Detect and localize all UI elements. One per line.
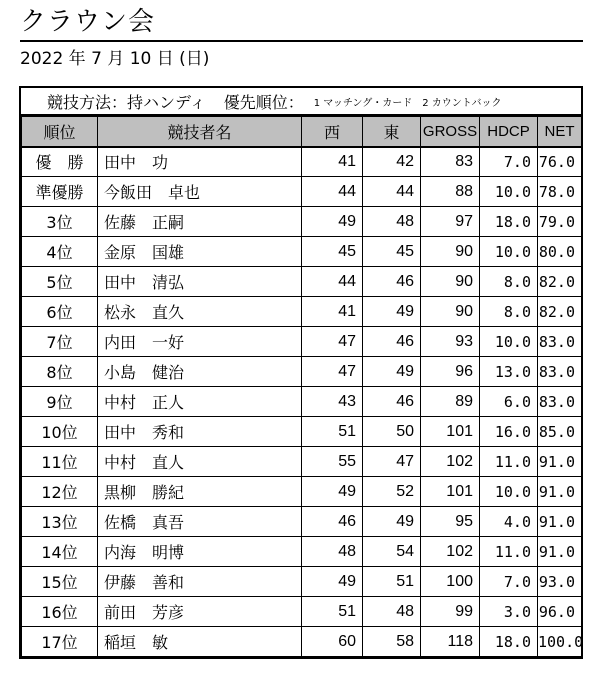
cell-hdcp: 10.0 (480, 237, 538, 267)
cell-gross: 97 (421, 207, 480, 237)
results-table-container (19, 86, 583, 659)
cell-east-score: 45 (363, 237, 421, 267)
cell-west-score: 41 (302, 297, 363, 327)
table-row (22, 387, 582, 417)
cell-gross: 90 (421, 237, 480, 267)
cell-east-score: 49 (363, 357, 421, 387)
cell-rank: 14位 (22, 537, 98, 567)
cell-east-score: 42 (363, 147, 421, 177)
cell-west-score: 60 (302, 627, 363, 657)
cell-net: 83.0 (538, 327, 582, 357)
header-rank: 順位 (22, 117, 98, 147)
cell-east-score: 47 (363, 447, 421, 477)
cell-west-score: 48 (302, 537, 363, 567)
cell-player-name: 稲垣 敏 (98, 627, 302, 657)
cell-west-score: 44 (302, 267, 363, 297)
table-row (22, 417, 582, 447)
cell-player-name: 伊藤 善和 (98, 567, 302, 597)
cell-hdcp: 18.0 (480, 627, 538, 657)
table-row (22, 567, 582, 597)
cell-player-name: 小島 健治 (98, 357, 302, 387)
table-row (22, 147, 582, 177)
cell-net: 93.0 (538, 567, 582, 597)
cell-west-score: 47 (302, 327, 363, 357)
cell-west-score: 44 (302, 177, 363, 207)
table-row (22, 207, 582, 237)
method-label: 競技方法： (47, 92, 128, 112)
cell-net: 76.0 (538, 147, 582, 177)
priority-label: 優先順位： (223, 92, 304, 112)
cell-player-name: 田中 功 (98, 147, 302, 177)
cell-net: 91.0 (538, 447, 582, 477)
cell-net: 82.0 (538, 267, 582, 297)
priority-note: 1 マッチング・カード 2 カウントバック (313, 97, 502, 109)
table-row (22, 237, 582, 267)
cell-net: 91.0 (538, 477, 582, 507)
header-east: 東 (363, 117, 421, 147)
cell-rank: 準優勝 (22, 177, 98, 207)
cell-player-name: 前田 芳彦 (98, 597, 302, 627)
cell-net: 91.0 (538, 507, 582, 537)
cell-west-score: 49 (302, 477, 363, 507)
cell-rank: 15位 (22, 567, 98, 597)
cell-net: 85.0 (538, 417, 582, 447)
cell-rank: 16位 (22, 597, 98, 627)
cell-player-name: 田中 清弘 (98, 267, 302, 297)
cell-east-score: 46 (363, 327, 421, 357)
cell-gross: 95 (421, 507, 480, 537)
cell-gross: 101 (421, 477, 480, 507)
cell-net: 82.0 (538, 297, 582, 327)
cell-hdcp: 8.0 (480, 267, 538, 297)
cell-gross: 83 (421, 147, 480, 177)
cell-gross: 100 (421, 567, 480, 597)
cell-west-score: 45 (302, 237, 363, 267)
cell-hdcp: 13.0 (480, 357, 538, 387)
cell-gross: 102 (421, 537, 480, 567)
event-date: 2022 年 7 月 10 日 (日) (20, 49, 210, 69)
table-row (22, 627, 582, 657)
header-west: 西 (302, 117, 363, 147)
cell-east-score: 46 (363, 267, 421, 297)
cell-player-name: 松永 直久 (98, 297, 302, 327)
cell-gross: 118 (421, 627, 480, 657)
cell-rank: 12位 (22, 477, 98, 507)
cell-hdcp: 18.0 (480, 207, 538, 237)
table-row (22, 267, 582, 297)
cell-net: 80.0 (538, 237, 582, 267)
cell-hdcp: 10.0 (480, 177, 538, 207)
table-row (22, 177, 582, 207)
cell-west-score: 49 (302, 567, 363, 597)
cell-hdcp: 4.0 (480, 507, 538, 537)
cell-player-name: 中村 直人 (98, 447, 302, 477)
cell-east-score: 44 (363, 177, 421, 207)
cell-east-score: 52 (363, 477, 421, 507)
table-row (22, 297, 582, 327)
table-row (22, 597, 582, 627)
header-name: 競技者名 (98, 117, 302, 147)
table-row (22, 447, 582, 477)
cell-hdcp: 3.0 (480, 597, 538, 627)
cell-east-score: 46 (363, 387, 421, 417)
cell-player-name: 田中 秀和 (98, 417, 302, 447)
table-row (22, 537, 582, 567)
cell-hdcp: 7.0 (480, 147, 538, 177)
cell-hdcp: 10.0 (480, 477, 538, 507)
cell-net: 78.0 (538, 177, 582, 207)
cell-east-score: 49 (363, 507, 421, 537)
cell-east-score: 51 (363, 567, 421, 597)
cell-hdcp: 6.0 (480, 387, 538, 417)
cell-west-score: 55 (302, 447, 363, 477)
cell-rank: 7位 (22, 327, 98, 357)
table-row (22, 507, 582, 537)
cell-player-name: 金原 国雄 (98, 237, 302, 267)
cell-player-name: 佐橋 真吾 (98, 507, 302, 537)
cell-rank: 3位 (22, 207, 98, 237)
cell-player-name: 内田 一好 (98, 327, 302, 357)
cell-net: 100.0 (538, 627, 582, 657)
cell-rank: 10位 (22, 417, 98, 447)
cell-rank: 5位 (22, 267, 98, 297)
cell-west-score: 51 (302, 417, 363, 447)
cell-west-score: 49 (302, 207, 363, 237)
cell-hdcp: 8.0 (480, 297, 538, 327)
cell-gross: 102 (421, 447, 480, 477)
cell-east-score: 54 (363, 537, 421, 567)
cell-gross: 99 (421, 597, 480, 627)
cell-rank: 17位 (22, 627, 98, 657)
cell-gross: 90 (421, 267, 480, 297)
results-body (22, 147, 582, 657)
cell-net: 91.0 (538, 537, 582, 567)
cell-rank: 13位 (22, 507, 98, 537)
cell-net: 83.0 (538, 387, 582, 417)
cell-net: 79.0 (538, 207, 582, 237)
table-row (22, 477, 582, 507)
cell-gross: 89 (421, 387, 480, 417)
cell-west-score: 43 (302, 387, 363, 417)
cell-player-name: 内海 明博 (98, 537, 302, 567)
cell-east-score: 50 (363, 417, 421, 447)
cell-east-score: 49 (363, 297, 421, 327)
cell-east-score: 48 (363, 597, 421, 627)
cell-rank: 4位 (22, 237, 98, 267)
cell-net: 83.0 (538, 357, 582, 387)
cell-gross: 93 (421, 327, 480, 357)
table-header-row (22, 117, 582, 147)
cell-hdcp: 16.0 (480, 417, 538, 447)
cell-rank: 6位 (22, 297, 98, 327)
cell-rank: 8位 (22, 357, 98, 387)
cell-player-name: 佐藤 正嗣 (98, 207, 302, 237)
cell-hdcp: 7.0 (480, 567, 538, 597)
cell-hdcp: 10.0 (480, 327, 538, 357)
cell-west-score: 51 (302, 597, 363, 627)
cell-rank: 9位 (22, 387, 98, 417)
table-row (22, 327, 582, 357)
header-gross: GROSS (421, 117, 480, 147)
cell-west-score: 46 (302, 507, 363, 537)
cell-player-name: 今飯田 卓也 (98, 177, 302, 207)
competition-method-bar (21, 88, 581, 116)
cell-player-name: 中村 正人 (98, 387, 302, 417)
cell-player-name: 黒柳 勝紀 (98, 477, 302, 507)
results-table (21, 116, 582, 657)
cell-hdcp: 11.0 (480, 537, 538, 567)
cell-gross: 101 (421, 417, 480, 447)
header-hdcp: HDCP (480, 117, 538, 147)
cell-rank: 優 勝 (22, 147, 98, 177)
cell-gross: 90 (421, 297, 480, 327)
cell-rank: 11位 (22, 447, 98, 477)
cell-net: 96.0 (538, 597, 582, 627)
cell-west-score: 47 (302, 357, 363, 387)
cell-gross: 96 (421, 357, 480, 387)
cell-east-score: 58 (363, 627, 421, 657)
method-value: 持ハンディ (127, 92, 206, 112)
cell-gross: 88 (421, 177, 480, 207)
title-underline (20, 40, 583, 42)
cell-hdcp: 11.0 (480, 447, 538, 477)
table-row (22, 357, 582, 387)
cell-west-score: 41 (302, 147, 363, 177)
cell-east-score: 48 (363, 207, 421, 237)
page-title: クラウン会 (20, 7, 156, 37)
header-net: NET (538, 117, 582, 147)
